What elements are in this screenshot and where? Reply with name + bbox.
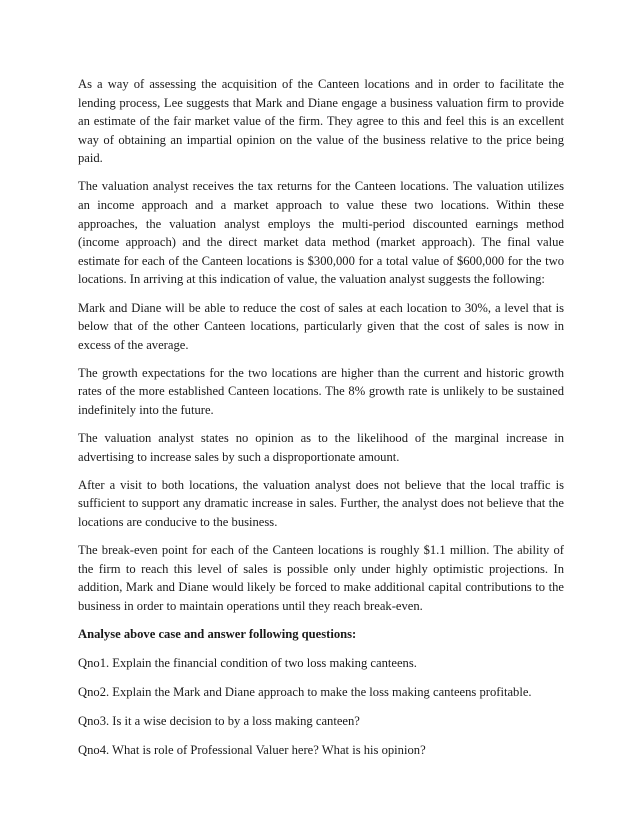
paragraph-advertising: The valuation analyst states no opinion as to the likelihood of the marginal increase in advertising to increase sales by such a disproportionate amount. — [78, 431, 564, 464]
document-page — [78, 75, 564, 770]
paragraph-cost-of-sales: Mark and Diane will be able to reduce the cost of sales at each location to 30%, a level that is below that of the other Canteen locations, particularly given that the cost of sales is now in excess of the average. — [78, 300, 564, 352]
paragraph-break-even: The break-even point for each of the Canteen locations is roughly $1.1 million. The ability of the firm to reach this level of sales is possible only under highly optimistic projections. In addition, Mark and Diane would likely be forced to make additional capital contributions to the business in order to maintain operations until they reach break-even. — [78, 543, 564, 613]
question-3: Qno3. Is it a wise decision to by a loss making canteen? — [78, 713, 360, 728]
question-4: Qno4. What is role of Professional Valuer here? What is his opinion? — [78, 742, 426, 757]
question-2: Qno2. Explain the Mark and Diane approach to make the loss making canteens profitable. — [78, 684, 532, 699]
question-1: Qno1. Explain the financial condition of two loss making canteens. — [78, 655, 417, 670]
paragraph-growth-expectations: The growth expectations for the two locations are higher than the current and historic growth rates of the more established Canteen locations. The 8% growth rate is unlikely to be sustained indefinitely into the future. — [78, 365, 564, 417]
paragraph-local-traffic: After a visit to both locations, the valuation analyst does not believe that the local traffic is sufficient to support any dramatic increase in sales. Further, the analyst does not believe that the locations are conducive to the business. — [78, 477, 564, 529]
paragraph-valuation-approach: The valuation analyst receives the tax returns for the Canteen locations. The valuation utilizes an income approach and a market approach to value these two locations. Within these approaches, the valuation analyst employs the multi-period discounted earnings method (income approach) and the direct market data method (market approach). The final value estimate for each of the Canteen locations is $300,000 for a total value of $600,000 for the two locations. In arriving at this indication of value, the valuation analyst suggests the following: — [78, 179, 564, 287]
questions-heading: Analyse above case and answer following questions: — [78, 626, 357, 641]
paragraph-valuation-engagement: As a way of assessing the acquisition of the Canteen locations and in order to facilitate the lending process, Lee suggests that Mark and Diane engage a business valuation firm to provide an estimate of the fair market value of the firm. They agree to this and feel this is an excellent way of obtaining an impartial opinion on the value of the business relative to the price being paid. — [78, 77, 564, 166]
